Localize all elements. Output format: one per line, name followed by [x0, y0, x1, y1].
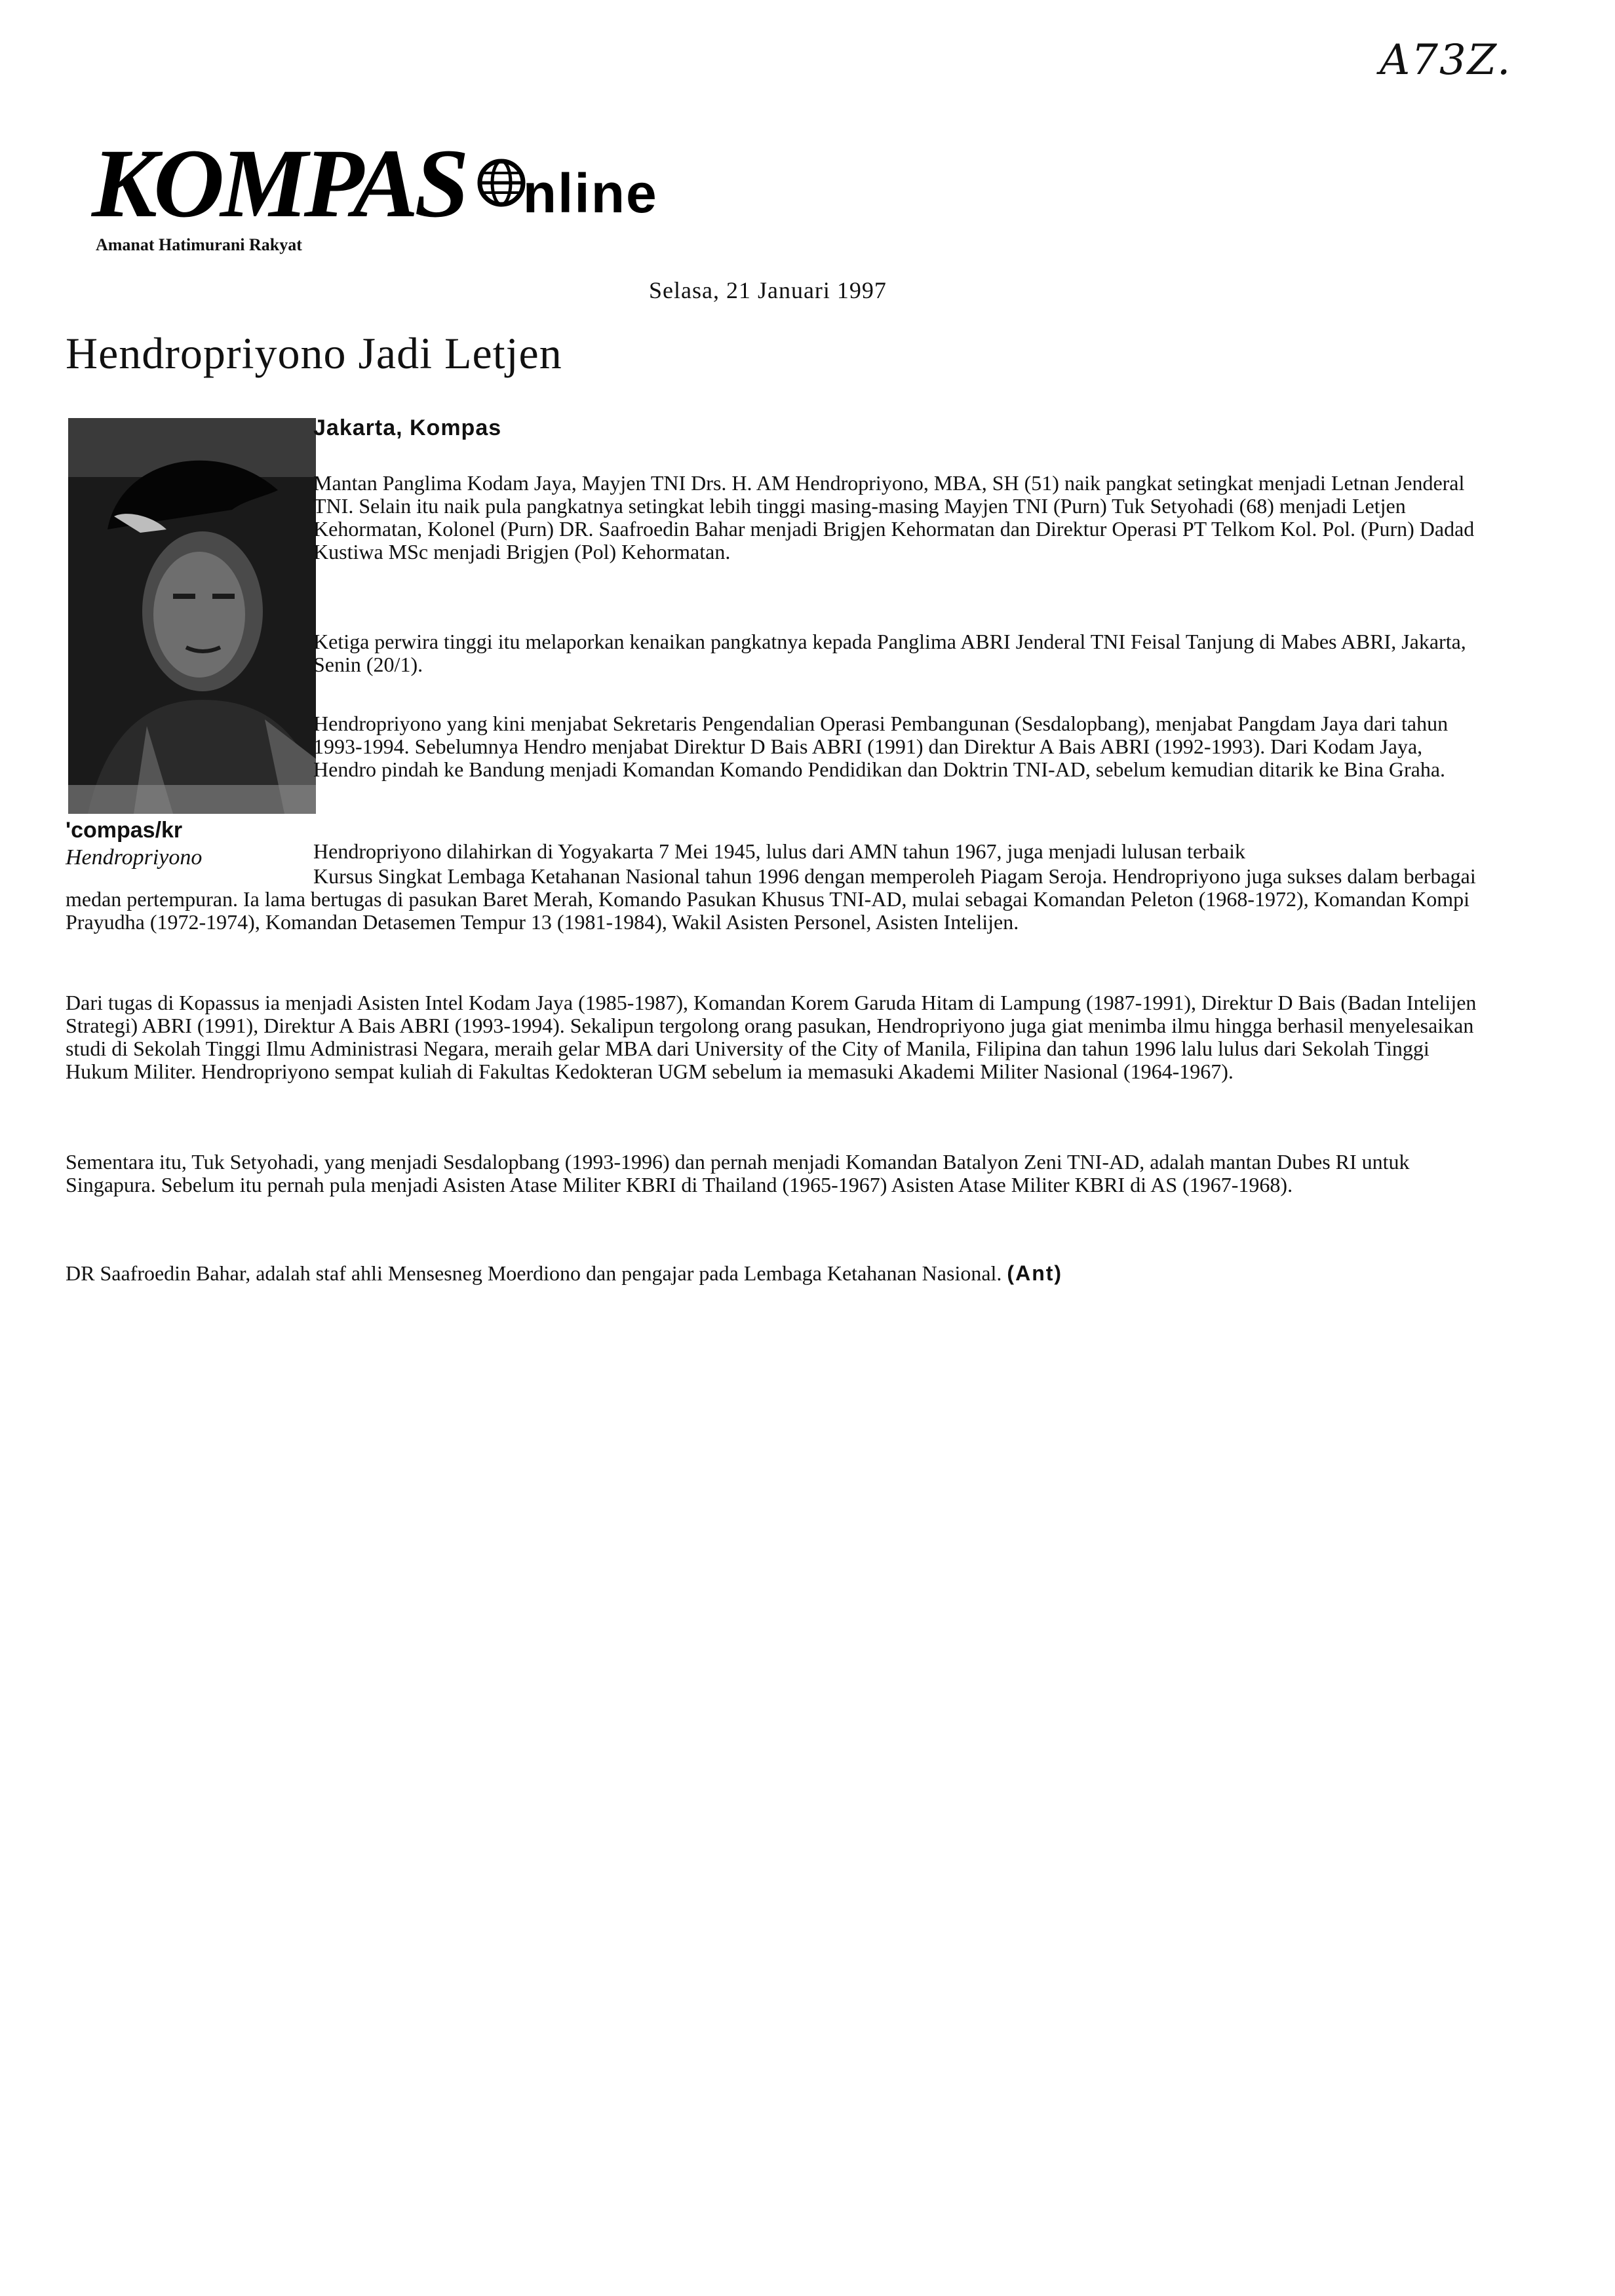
article-paragraph-3: Hendropriyono yang kini menjabat Sekretaris Pengendalian Operasi Pembangunan (Sesdalopbang), menjabat Pangdam Jaya dari tahun 1993-1994. Sebelumnya Hendro menjabat Direktur D Bais ABRI (1991) dan Direktur A Bais ABRI (1992-1993). Dari Kodam Jaya, Hendro pindah ke Bandung menjadi Komandan Komando Pendidikan dan Doktrin TNI-AD, sebelum kemudian ditarik ke Bina Graha.	[313, 712, 1449, 781]
globe-icon	[477, 159, 526, 210]
online-wordmark: nline	[522, 163, 658, 224]
article-paragraph-2: Ketiga perwira tinggi itu melaporkan kenaikan pangkatnya kepada Panglima ABRI Jenderal TNI Feisal Tanjung di Mabes ABRI, Jakarta, Senin (20/1).	[313, 630, 1466, 676]
article-headline: Hendropriyono Jadi Letjen	[66, 328, 562, 378]
article-paragraph-4-continued	[66, 865, 1481, 934]
publication-date: Selasa, 21 Januari 1997	[649, 277, 887, 303]
paragraph-7-text: DR Saafroedin Bahar, adalah staf ahli Mensesneg Moerdiono dan pengajar pada Lembaga Ketahanan Nasional.	[66, 1261, 1002, 1285]
paragraph-4-text: Kursus Singkat Lembaga Ketahanan Nasional tahun 1996 dengan memperoleh Piagam Seroja. Hendropriyono juga sukses dalam berbagai medan pertempuran. Ia lama bertugas di pasukan Baret Merah, Komando Pasukan Khusus TNI-AD, mulai sebagai Komandan Peleton (1968-1972), Komandan Kompi Prayudha (1972-1974), Komandan Detasemen Tempur 13 (1981-1984), Wakil Asisten Personel, Asisten Intelijen.	[66, 864, 1476, 934]
article-paragraph-7	[66, 1262, 1481, 1285]
article-paragraph-4-lead: Hendropriyono dilahirkan di Yogyakarta 7 Mei 1945, lulus dari AMN tahun 1967, juga menjadi lulusan terbaik	[313, 839, 1245, 863]
photo-caption: Hendropriyono	[66, 845, 203, 870]
masthead-tagline: Amanat Hatimurani Rakyat	[96, 235, 302, 254]
agency-tag: (Ant)	[1007, 1261, 1063, 1285]
photo-credit: 'compas/kr	[66, 818, 183, 843]
kompas-wordmark: KOMPAS	[92, 129, 465, 238]
article-paragraph-6: Sementara itu, Tuk Setyohadi, yang menjadi Sesdalopbang (1993-1996) dan pernah menjadi Komandan Batalyon Zeni TNI-AD, adalah mantan Dubes RI untuk Singapura. Sebelum itu pernah pula menjadi Asisten Atase Militer KBRI di Thailand (1965-1967) Asisten Atase Militer KBRI di AS (1967-1968).	[66, 1150, 1410, 1196]
portrait-photo	[68, 418, 316, 814]
article-dateline: Jakarta, Kompas	[313, 415, 502, 440]
handwritten-archive-note: A73Z.	[1380, 36, 1512, 85]
article-paragraph-5: Dari tugas di Kopassus ia menjadi Asisten Intel Kodam Jaya (1985-1987), Komandan Korem Garuda Hitam di Lampung (1987-1991), Direktur D Bais (Badan Intelijen Strategi) ABRI (1991), Direktur A Bais ABRI (1993-1994). Sekalipun tergolong orang pasukan, Hendropriyono juga giat menimba ilmu hingga berhasil menyelesaikan studi di Sekolah Tinggi Ilmu Administrasi Negara, meraih gelar MBA dari University of the City of Manila, Filipina dan tahun 1996 lalu lulus dari Sekolah Tinggi Hukum Militer. Hendropriyono sempat kuliah di Fakultas Kedokteran UGM sebelum ia memasuki Akademi Militer Nasional (1964-1967).	[66, 991, 1477, 1083]
masthead-logo	[92, 129, 658, 238]
masthead	[92, 129, 658, 255]
article-paragraph-1: Mantan Panglima Kodam Jaya, Mayjen TNI Drs. H. AM Hendropriyono, MBA, SH (51) naik pangkat setingkat menjadi Letnan Jenderal TNI. Selain itu naik pula pangkatnya setingkat lebih tinggi masing-masing Mayjen TNI (Purn) Tuk Setyohadi (68) menjadi Letjen Kehormatan, Kolonel (Purn) DR. Saafroedin Bahar menjadi Brigjen Kehormatan dan Direktur Operasi PT Telkom Kol. Pol. (Purn) Dadad Kustiwa MSc menjadi Brigjen (Pol) Kehormatan.	[313, 471, 1475, 564]
